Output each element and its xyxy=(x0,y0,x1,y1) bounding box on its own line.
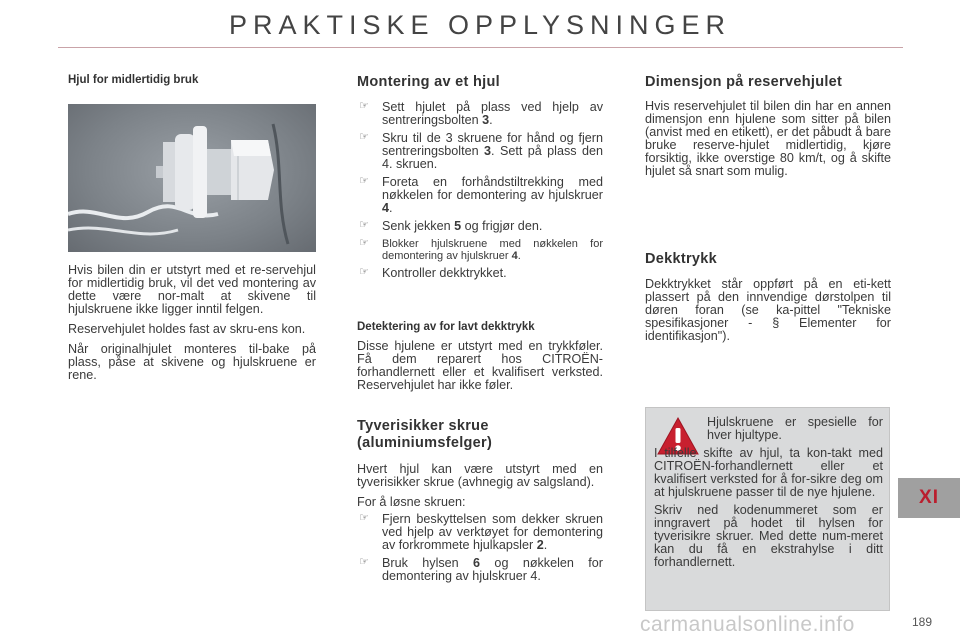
page-number: 189 xyxy=(912,615,933,629)
hand-pointer-icon: ☞ xyxy=(359,131,369,143)
tyre-pressure-heading: Dekktrykk xyxy=(645,251,718,267)
mounting-steps xyxy=(357,101,603,280)
list-item: ☞ Foreta en forhåndstiltrekking med nøkkelen for demontering av hjulskruer 4. xyxy=(359,175,603,215)
anti-theft-section xyxy=(357,418,603,588)
temp-wheel-heading: Hjul for midlertidig bruk xyxy=(68,74,199,86)
title-divider xyxy=(58,47,903,48)
list-item: ☞ Blokker hjulskruene med nøkkelen for demontering av hjulskruer 4. xyxy=(359,237,603,262)
hand-pointer-icon: ☞ xyxy=(359,556,369,568)
list-item: ☞ Skru til de 3 skruene for hånd og fjern sentreringsbolten 3. Sett på plass den 4. skruen. xyxy=(359,131,603,171)
spare-size-text: Hvis reservehjulet til bilen din har en annen dimensjon enn hjulene som sitter på bilen (anvist med en etikett), er det påbudt å bare bruke reserve-hjulet midlertidig, kjøre forsiktig, ikke overstige 80 km/t, og å skifte hjulet så snart som mulig. xyxy=(645,99,891,178)
temp-wheel-para-1: Hvis bilen din er utstyrt med et re-servehjul for midlertidig bruk, vil det ved montering av dette være nor-malt at skivene til hjulskruene ikke ligger inntil felgen. xyxy=(68,263,316,316)
detection-section xyxy=(357,321,603,399)
anti-theft-text: Hvert hjul kan være utstyrt med en tyverisikker skrue (avhnegig av salgsland). xyxy=(357,462,603,489)
hand-pointer-icon: ☞ xyxy=(359,512,369,524)
list-item: ☞ Senk jekken 5 og frigjør den. xyxy=(359,219,543,233)
loosen-intro: For å løsne skruen: xyxy=(357,495,466,509)
chapter-tab[interactable]: XI xyxy=(898,478,960,518)
anti-theft-heading-1: Tyverisikker skrue xyxy=(357,418,489,434)
temp-wheel-para-2: Reservehjulet holdes fast av skru-ens kon. xyxy=(68,322,306,336)
page-title: PRAKTISKE OPPLYSNINGER xyxy=(228,10,732,40)
pressure-section xyxy=(645,251,891,350)
list-item: ☞ Kontroller dekktrykket. xyxy=(359,266,507,280)
wheel-bolt-illustration xyxy=(68,104,316,252)
left-body xyxy=(68,264,316,389)
hand-pointer-icon: ☞ xyxy=(359,100,369,112)
mounting-heading: Montering av et hjul xyxy=(357,74,500,90)
hand-pointer-icon: ☞ xyxy=(359,219,369,231)
warning-para-3: Skriv ned kodenummeret som er inngravert på hodet til hylsen for tyverisikre skruer. Med dette num-meret kan du få en ekstrahylse i ditt forhandlernett. xyxy=(654,503,883,569)
list-item: ☞ Bruk hylsen 6 og nøkkelen for demontering av hjulskruer 4. xyxy=(359,556,603,583)
middle-column xyxy=(357,74,603,285)
hand-pointer-icon: ☞ xyxy=(359,175,369,187)
hand-pointer-icon: ☞ xyxy=(359,266,369,278)
anti-theft-heading-2: (aluminiumsfelger) xyxy=(357,435,493,451)
list-item: ☞ Fjern beskyttelsen som dekker skruen ved hjelp av verktøyet for demontering av forkrommete hjulkapsler 2. xyxy=(359,512,603,552)
warning-box xyxy=(645,407,890,611)
left-column xyxy=(68,74,316,93)
hand-pointer-icon: ☞ xyxy=(359,237,369,249)
tyre-pressure-text: Dekktrykket står oppført på en eti-kett plassert på den innvendige dørstolpen til døren foran (se ka-pittel "Tekniske spesifikasjoner - § Elementer for identifikasjon"). xyxy=(645,277,891,343)
list-item: ☞ Sett hjulet på plass ved hjelp av sentreringsbolten 3. xyxy=(359,100,603,127)
warning-para-1: Hjulskruene er spesielle for hver hjultype. xyxy=(707,415,883,442)
warning-text xyxy=(654,416,883,574)
loosen-steps xyxy=(357,513,603,583)
spare-size-heading: Dimensjon på reservehjulet xyxy=(645,74,843,90)
detection-heading: Detektering av for lavt dekktrykk xyxy=(357,321,535,333)
right-column xyxy=(645,74,891,185)
wheel-bolt-photo xyxy=(68,104,316,252)
watermark: carmanualsonline.info xyxy=(640,613,855,636)
warning-para-2: I tilfelle skifte av hjul, ta kon-takt med CITROËN-forhandlernett eller et kvalifisert verksted for å for-sikre deg om at hjulskruene passer til de nye hjulene. xyxy=(654,446,883,499)
temp-wheel-para-3: Når originalhjulet monteres til-bake på plass, påse at skivene og hjulskruene er rene. xyxy=(68,342,316,382)
detection-text: Disse hjulene er utstyrt med en trykkføler. Få dem reparert hos CITROËN-forhandlernett eller et kvalifisert verksted. Reservehjulet har ikke føler. xyxy=(357,339,603,392)
